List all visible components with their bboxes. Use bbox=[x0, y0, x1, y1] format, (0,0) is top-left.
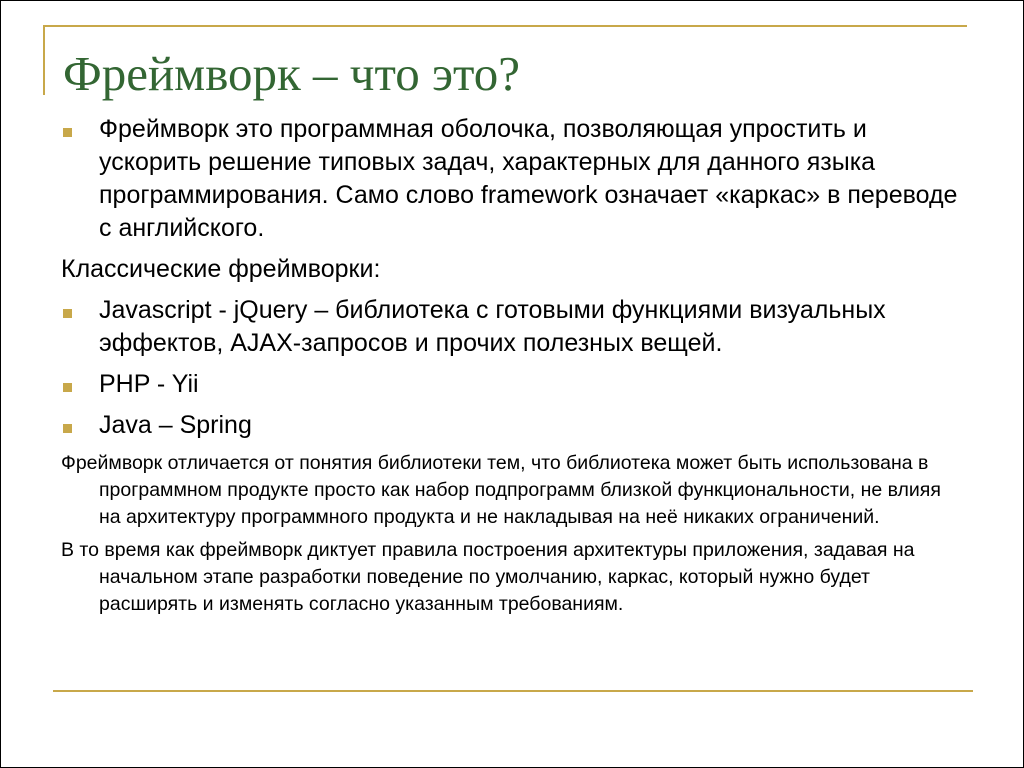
framework-text: Java – Spring bbox=[99, 411, 252, 439]
library-comparison-paragraph: Фреймворк отличается от понятия библиотеки тем, что библиотека может быть использована в программном продукте просто как набор подпрограмм близкой функциональности, не влияя на архитектуру программного продукта и не накладывая на неё никаких ограничений. bbox=[61, 452, 941, 528]
bottom-rule bbox=[53, 690, 973, 692]
definition-bullet bbox=[61, 113, 961, 245]
framework-bullet-yii bbox=[61, 368, 961, 401]
framework-rules-paragraph: В то время как фреймворк диктует правила построения архитектуры приложения, задавая на начальном этапе разработки поведение по умолчанию, каркас, который нужно будет расширять и изменять согласно указанным требованиям. bbox=[61, 539, 915, 615]
square-bullet-icon bbox=[63, 309, 72, 318]
top-rule bbox=[43, 25, 967, 27]
left-rule bbox=[43, 25, 45, 95]
framework-bullet-jquery bbox=[61, 294, 961, 360]
slide-title: Фреймворк – что это? bbox=[63, 46, 521, 101]
square-bullet-icon bbox=[63, 383, 72, 392]
classic-frameworks-heading: Классические фреймворки: bbox=[61, 255, 381, 283]
square-bullet-icon bbox=[63, 128, 72, 137]
framework-text: PHP - Yii bbox=[99, 370, 199, 398]
definition-text: Фреймворк это программная оболочка, позволяющая упростить и ускорить решение типовых задач, характерных для данного языка программирования. Само слово framework означает «каркас» в переводе с английского. bbox=[99, 115, 958, 242]
slide-content bbox=[61, 113, 961, 624]
framework-text: Javascript - jQuery – библиотека с готовыми функциями визуальных эффектов, AJAX-запросов и прочих полезных вещей. bbox=[99, 296, 886, 357]
square-bullet-icon bbox=[63, 424, 72, 433]
framework-bullet-spring bbox=[61, 409, 961, 442]
